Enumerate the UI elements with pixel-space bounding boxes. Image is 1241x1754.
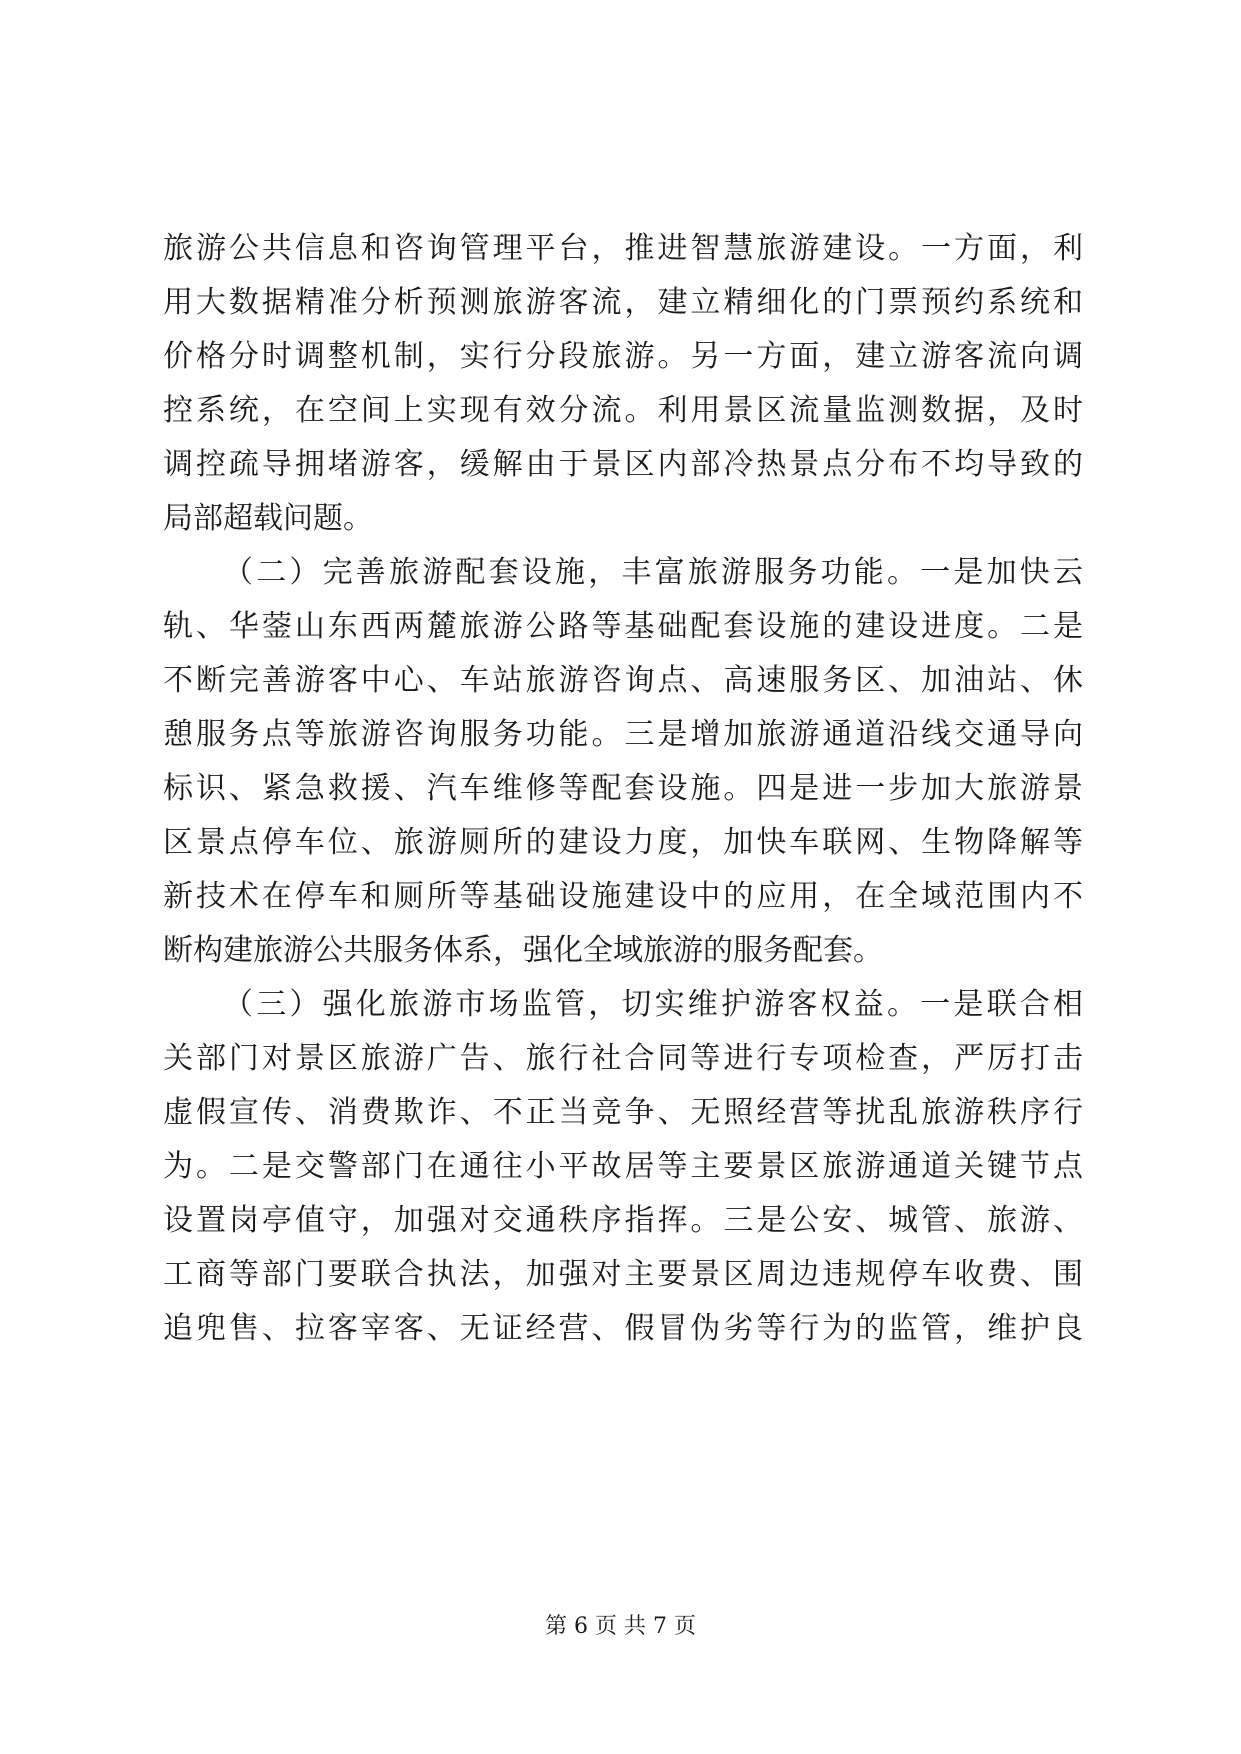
- text-line: 调控疏导拥堵游客，缓解由于景区内部冷热景点分布不均导致的: [163, 447, 1083, 482]
- text-line: 轨、华蓥山东西两麓旅游公路等基础配套设施的建设进度。二是: [163, 609, 1083, 644]
- text-line: 憩服务点等旅游咨询服务功能。三是增加旅游通道沿线交通导向: [163, 717, 1083, 752]
- paragraph-1: [163, 222, 1083, 546]
- text-line: 局部超载问题。: [163, 501, 373, 536]
- text-line: 追兜售、拉客宰客、无证经营、假冒伪劣等行为的监管，维护良: [163, 1311, 1083, 1346]
- text-line: 设置岗亭值守，加强对交通秩序指挥。三是公安、城管、旅游、: [163, 1203, 1083, 1238]
- text-line: 断构建旅游公共服务体系，强化全域旅游的服务配套。: [163, 933, 883, 968]
- text-line: （三）强化旅游市场监管，切实维护游客权益。一是联合相: [223, 987, 1083, 1022]
- text-line: 为。二是交警部门在通往小平故居等主要景区旅游通道关键节点: [163, 1149, 1083, 1184]
- text-line: 旅游公共信息和咨询管理平台，推进智慧旅游建设。一方面，利: [163, 231, 1083, 266]
- paragraph-2: [163, 546, 1083, 978]
- text-line: 区景点停车位、旅游厕所的建设力度，加快车联网、生物降解等: [163, 825, 1083, 860]
- text-line: 价格分时调整机制，实行分段旅游。另一方面，建立游客流向调: [163, 339, 1083, 374]
- text-line: 新技术在停车和厕所等基础设施建设中的应用，在全域范围内不: [163, 879, 1083, 914]
- text-line: （二）完善旅游配套设施，丰富旅游服务功能。一是加快云: [223, 555, 1083, 590]
- text-line: 虚假宣传、消费欺诈、不正当竞争、无照经营等扰乱旅游秩序行: [163, 1095, 1083, 1130]
- text-line: 关部门对景区旅游广告、旅行社合同等进行专项检查，严厉打击: [163, 1041, 1083, 1076]
- text-line: 工商等部门要联合执法，加强对主要景区周边违规停车收费、围: [163, 1257, 1083, 1292]
- text-line: 用大数据精准分析预测旅游客流，建立精细化的门票预约系统和: [163, 285, 1083, 320]
- text-line: 标识、紧急救援、汽车维修等配套设施。四是进一步加大旅游景: [163, 771, 1083, 806]
- text-line: 控系统，在空间上实现有效分流。利用景区流量监测数据，及时: [163, 393, 1083, 428]
- text-line: 不断完善游客中心、车站旅游咨询点、高速服务区、加油站、休: [163, 663, 1083, 698]
- page-number-footer: 第 6 页 共 7 页: [545, 1614, 696, 1639]
- paragraph-3: [163, 978, 1083, 1356]
- body-text: [163, 222, 1083, 1356]
